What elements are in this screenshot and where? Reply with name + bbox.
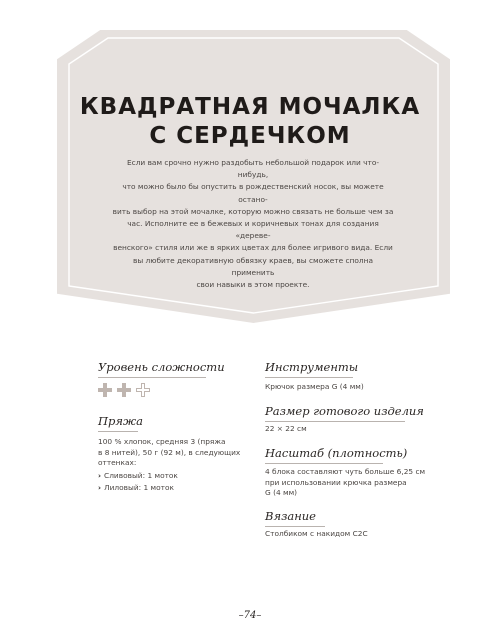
size-text: 22 × 22 см bbox=[265, 424, 307, 433]
gauge-underline bbox=[265, 463, 383, 464]
tools-title: Инструменты bbox=[265, 360, 359, 374]
cross-icon bbox=[98, 383, 112, 397]
gauge-text bbox=[265, 467, 440, 499]
difficulty-rating bbox=[98, 383, 150, 397]
yarn-underline bbox=[98, 431, 138, 432]
intro-line: венского» стиля или же в ярких цветах для более игривого вида. Если bbox=[113, 243, 393, 253]
difficulty-underline bbox=[98, 377, 206, 378]
yarn-bullet-label: Сливовый: 1 моток bbox=[104, 470, 178, 480]
tools-text: Крючок размера G (4 мм) bbox=[265, 382, 364, 391]
yarn-line: 100 % хлопок, средняя 3 (пряжа bbox=[98, 437, 226, 446]
yarn-title: Пряжа bbox=[98, 414, 143, 428]
size-underline bbox=[265, 421, 405, 422]
knitting-title: Вязание bbox=[265, 509, 316, 523]
intro-line: что можно было бы опустить в рождественский носок, вы можете остано- bbox=[122, 182, 384, 204]
yarn-bullet-label: Лиловый: 1 моток bbox=[104, 483, 174, 493]
gauge-title: Насштаб (плотность) bbox=[265, 446, 408, 460]
page-title-line1: КВАДРАТНАЯ МОЧАЛКА bbox=[79, 94, 421, 120]
chevron-right-icon: › bbox=[98, 470, 102, 480]
cross-icon bbox=[117, 383, 131, 397]
gauge-line: 4 блока составляют чуть больше 6,25 см bbox=[265, 467, 426, 476]
cross-outline-icon bbox=[136, 383, 150, 397]
intro-text bbox=[112, 157, 394, 291]
gauge-line: G (4 мм) bbox=[265, 488, 298, 498]
tools-underline bbox=[265, 377, 353, 378]
page-title-line2: С СЕРДЕЧКОМ bbox=[149, 123, 351, 149]
difficulty-title: Уровень сложности bbox=[98, 360, 225, 374]
intro-line: вы любите декоративную обвязку краев, вы сможете сполна применить bbox=[132, 255, 374, 277]
intro-line: час. Исполните ее в бежевых и коричневых тонах для создания «дереве- bbox=[127, 219, 379, 241]
gauge-line: при использовании крючка размера bbox=[265, 477, 407, 487]
knitting-text: Столбиком с накидом С2С bbox=[265, 529, 368, 538]
intro-line: Если вам срочно нужно раздобыть небольшой подарок или что-нибудь, bbox=[126, 158, 380, 180]
yarn-bullet-item bbox=[98, 483, 258, 494]
size-title: Размер готового изделия bbox=[265, 404, 424, 418]
yarn-text bbox=[98, 437, 258, 494]
intro-line: вить выбор на этой мочалке, которую можно связать не больше чем за bbox=[112, 206, 394, 216]
yarn-bullet-item bbox=[98, 471, 258, 482]
yarn-line: в 8 нитей), 50 г (92 м), в следующих bbox=[98, 447, 241, 457]
intro-line: свои навыки в этом проекте. bbox=[196, 280, 310, 290]
knitting-underline bbox=[265, 526, 325, 527]
yarn-line: оттенках: bbox=[98, 458, 137, 468]
page-number: –74– bbox=[238, 610, 262, 621]
chevron-right-icon: › bbox=[98, 483, 102, 493]
